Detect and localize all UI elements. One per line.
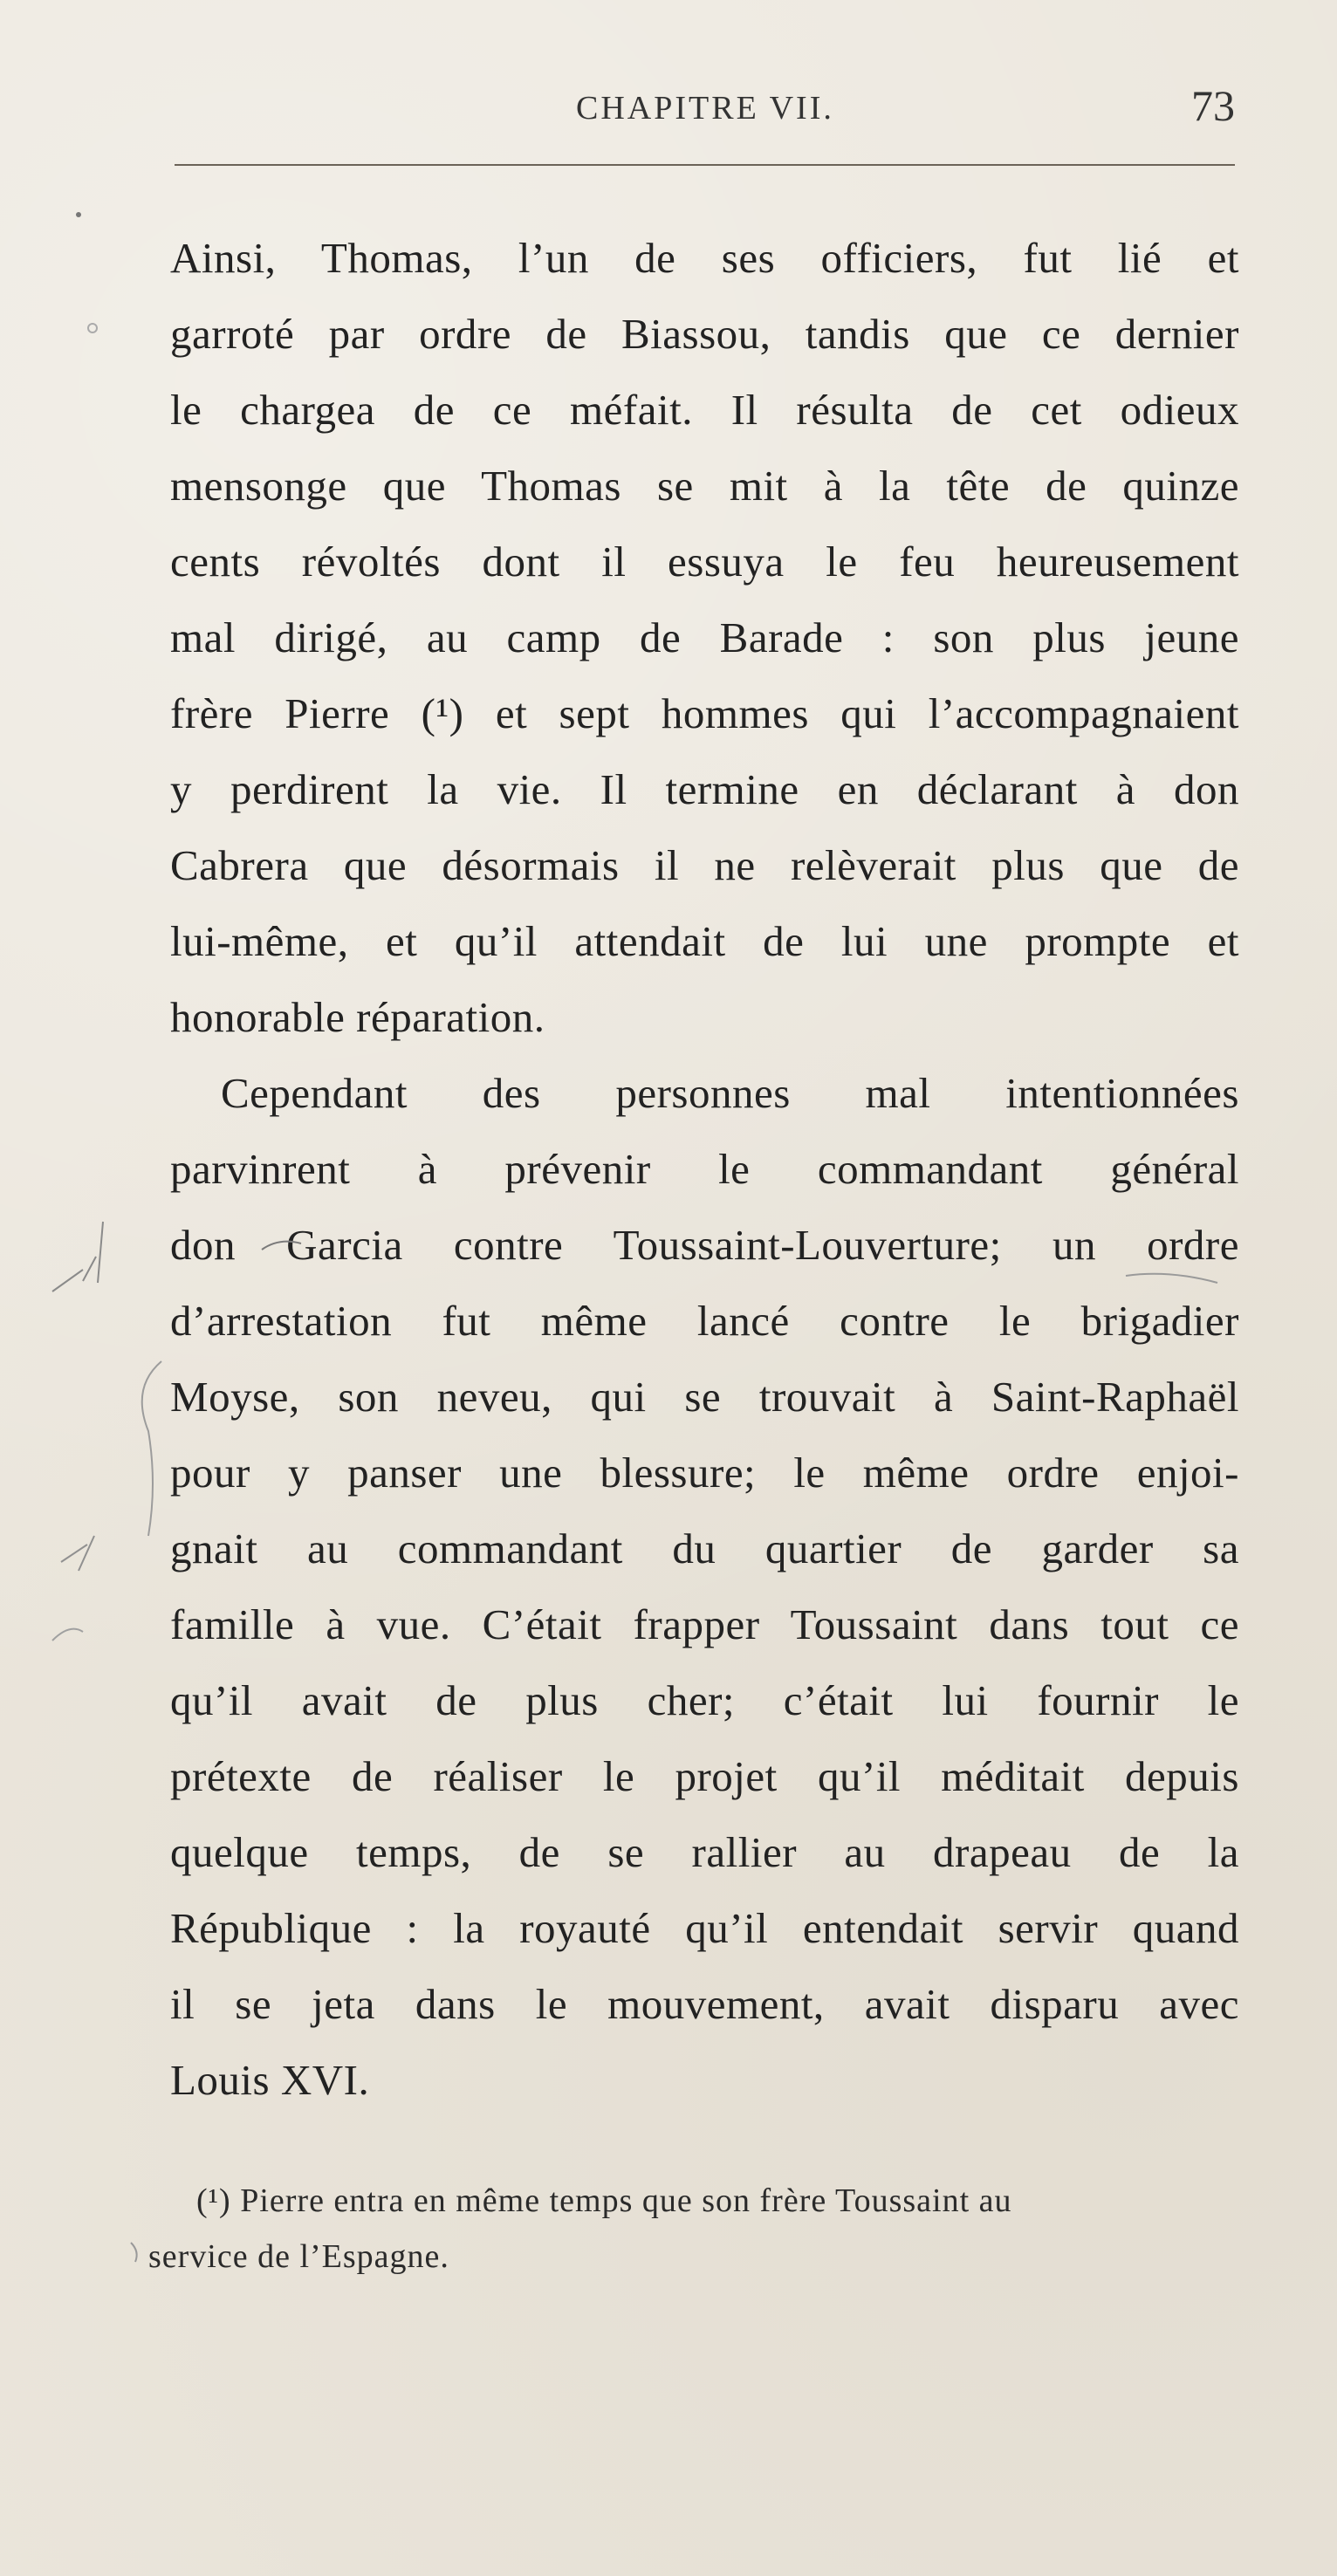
text-line: d’arrestation fut même lancé contre le brigadier (170, 1297, 1239, 1345)
text-line: Ainsi, Thomas, l’un de ses officiers, fut lié et (170, 234, 1239, 282)
text-line: gnait au commandant du quartier de garder sa (170, 1524, 1239, 1572)
pencil-mark (262, 1242, 301, 1250)
text-line: prétexte de réaliser le projet qu’il méditait depuis (170, 1752, 1239, 1800)
text-line: il se jeta dans le mouvement, avait disparu avec (170, 1980, 1239, 2028)
pencil-mark (1126, 1274, 1217, 1283)
text-line: qu’il avait de plus cher; c’était lui fournir le (170, 1676, 1239, 1724)
ink-spot (76, 212, 81, 217)
footnote-line: (¹) Pierre entra en même temps que son frère Toussaint au (196, 2182, 1012, 2219)
running-head: CHAPITRE VII. (576, 90, 834, 127)
text-line: République : la royauté qu’il entendait servir quand (170, 1904, 1239, 1952)
pencil-mark (61, 1536, 94, 1571)
text-line: Cabrera que désormais il ne relèverait plus que de (170, 841, 1239, 889)
text-line: garroté par ordre de Biassou, tandis que ce dernier (170, 310, 1239, 358)
text-line: famille à vue. C’était frapper Toussaint dans tout ce (170, 1600, 1239, 1648)
ink-spot (88, 324, 97, 332)
text-line: y perdirent la vie. Il termine en déclarant à don (170, 765, 1239, 813)
text-line: parvinrent à prévenir le commandant général (170, 1145, 1239, 1193)
pencil-mark (131, 2243, 137, 2262)
text-line: mensonge que Thomas se mit à la tête de quinze (170, 462, 1239, 510)
text-line: Louis XVI. (170, 2056, 370, 2104)
text-line: Cependant des personnes mal intentionnées (221, 1069, 1239, 1117)
text-line: Moyse, son neveu, qui se trouvait à Saint-Raphaël (170, 1373, 1239, 1421)
text-line: honorable réparation. (170, 993, 545, 1041)
text-line: cents révoltés dont il essuya le feu heureusement (170, 538, 1239, 586)
text-line: le chargea de ce méfait. Il résulta de cet odieux (170, 386, 1239, 434)
text-line: quelque temps, de se rallier au drapeau de la (170, 1828, 1239, 1876)
text-line: lui-même, et qu’il attendait de lui une prompte et (170, 917, 1239, 965)
text-line: frère Pierre (¹) et sept hommes qui l’accompagnaient (170, 689, 1239, 737)
pencil-mark (142, 1361, 161, 1536)
pencil-mark (52, 1629, 83, 1641)
text-line: don Garcia contre Toussaint-Louverture; un ordre (170, 1221, 1239, 1269)
text-line: mal dirigé, au camp de Barade : son plus jeune (170, 613, 1239, 661)
page-number: 73 (1191, 81, 1235, 130)
footnote-line: service de l’Espagne. (148, 2238, 449, 2275)
text-line: pour y panser une blessure; le même ordre enjoi- (170, 1449, 1239, 1497)
pencil-mark (52, 1222, 103, 1291)
